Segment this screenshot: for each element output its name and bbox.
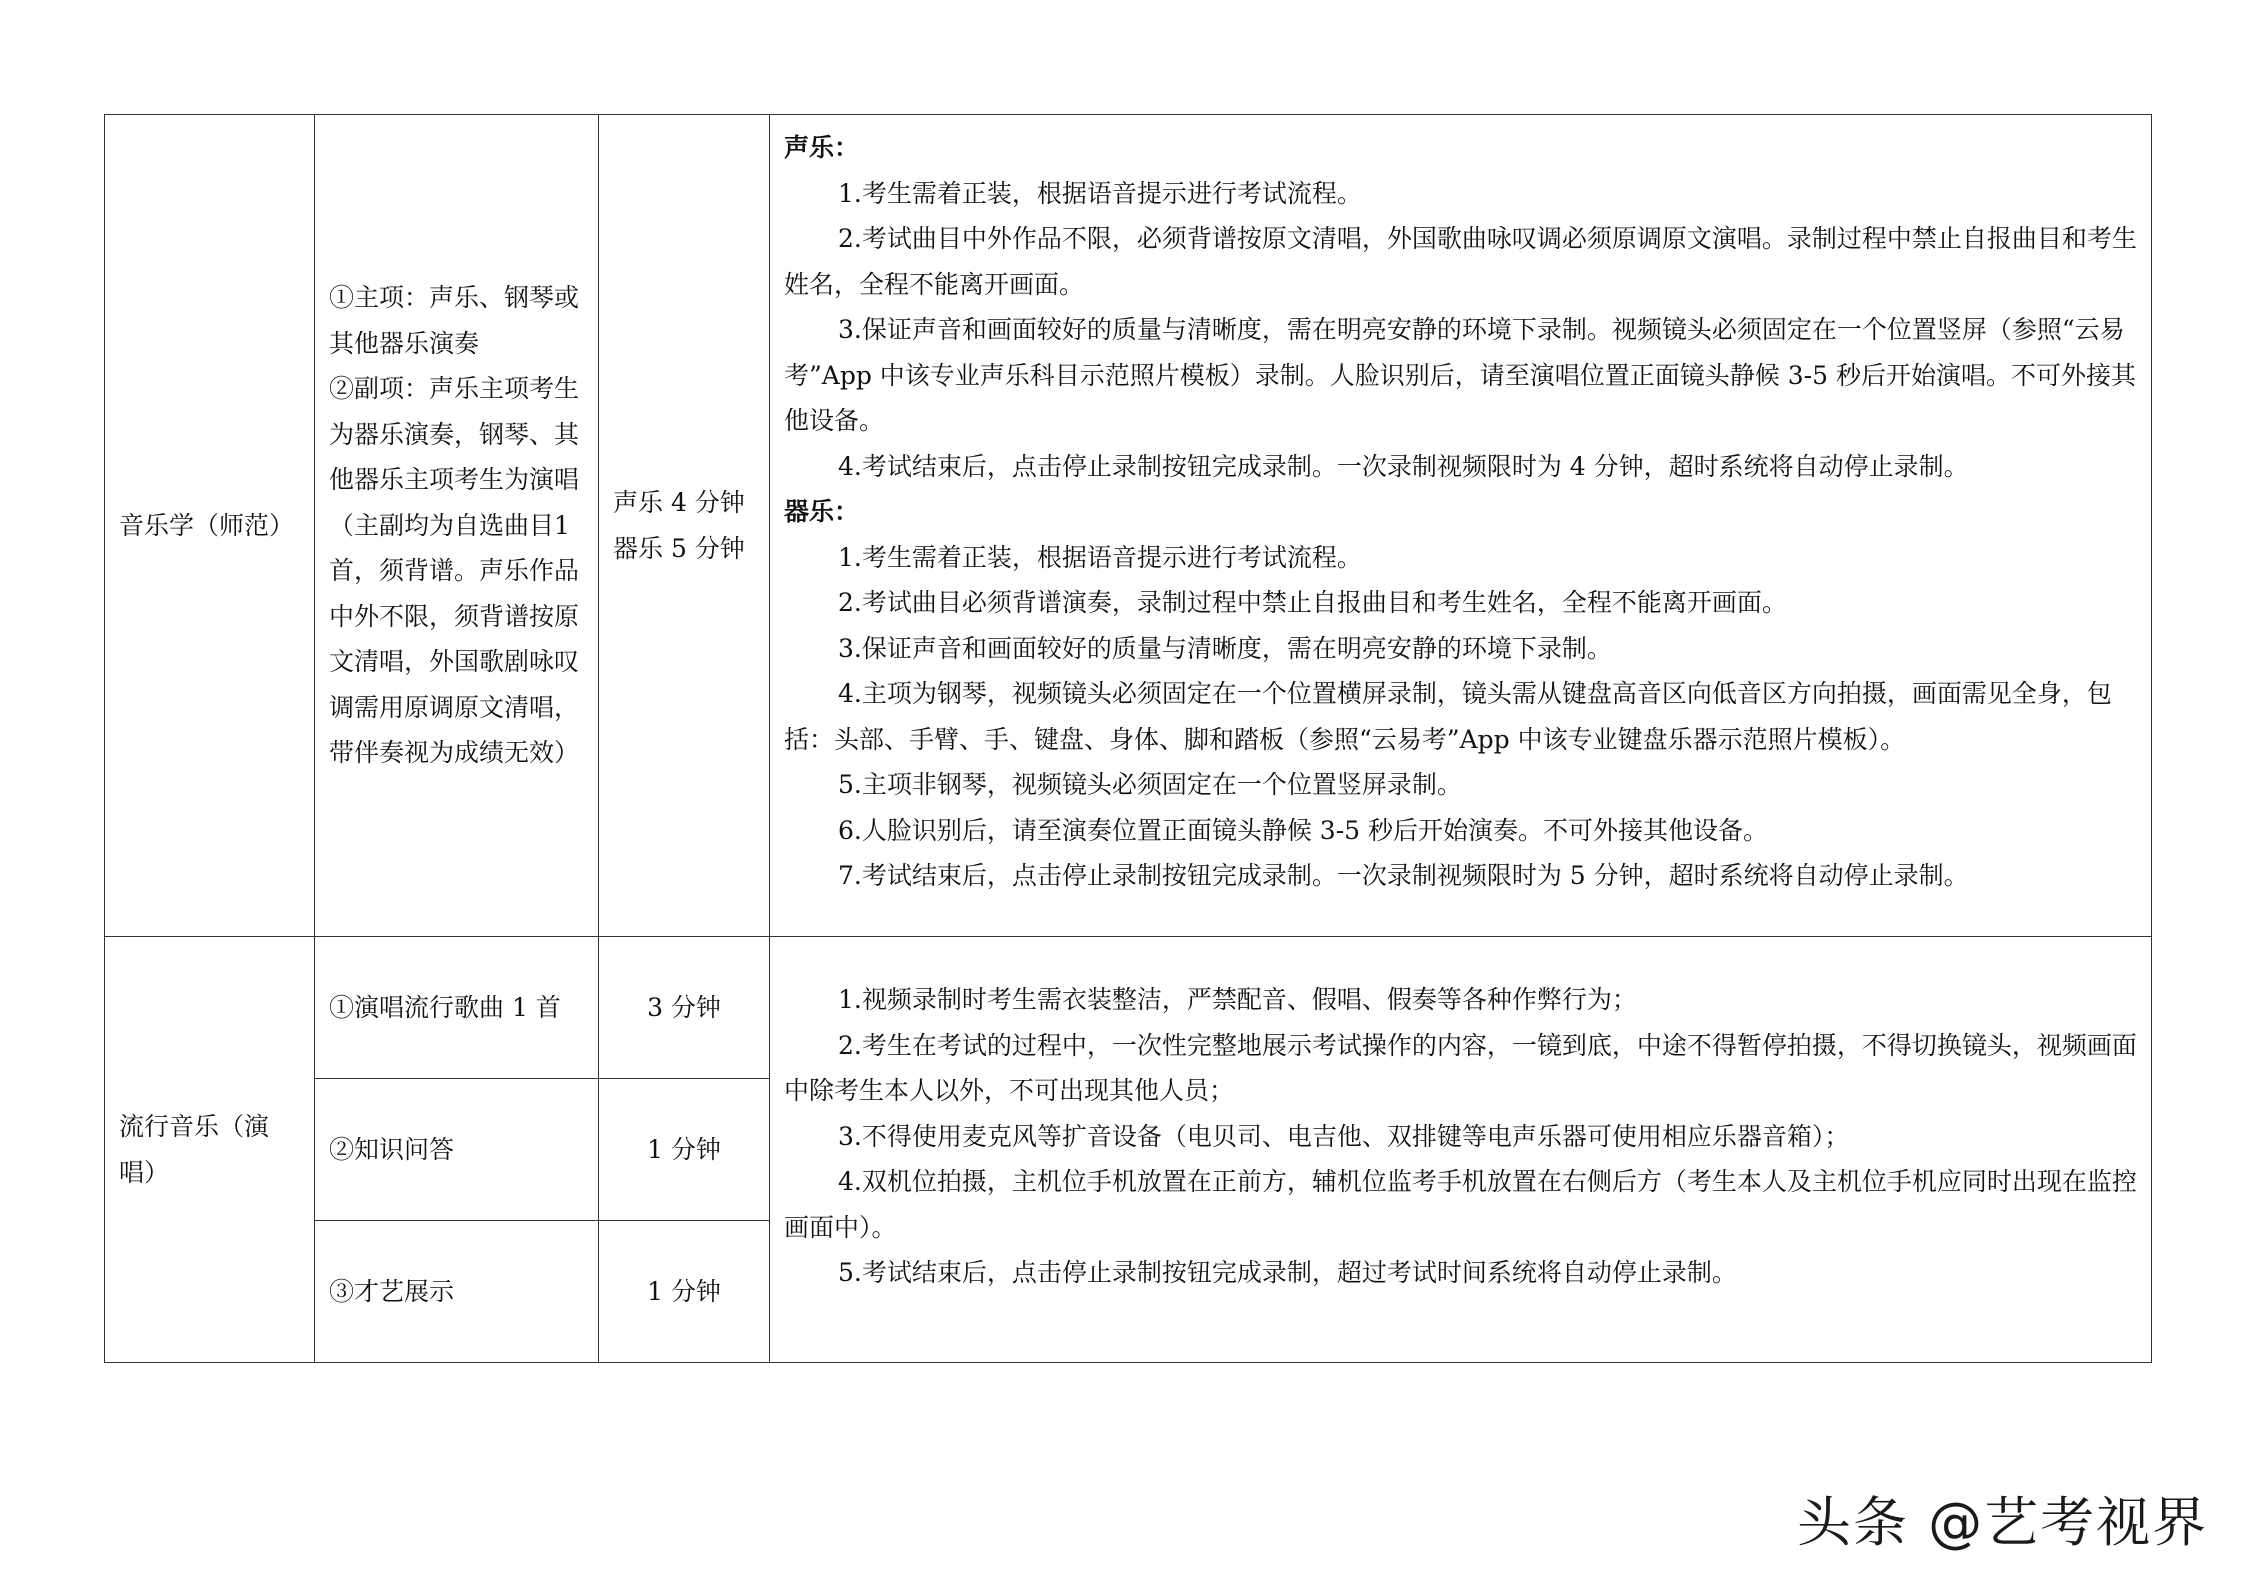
table-row: [105, 115, 2152, 937]
content-cell: [315, 1079, 599, 1221]
content-line: （主副均为自选曲目1首，须背谱。声乐作品中外不限，须背谱按原文清唱，外国歌剧咏叹调需用原调原文清唱，带伴奏视为成绩无效）: [329, 510, 580, 768]
list-item: 7.考试结束后，点击停止录制按钮完成录制。一次录制视频限时为 5 分钟，超时系统将自动停止录制。: [838, 861, 1969, 890]
time-line: 器乐 5 分钟: [613, 533, 745, 563]
content-line: ③才艺展示: [329, 1276, 455, 1306]
time-cell: [599, 1079, 770, 1221]
list-item: 4.主项为钢琴，视频镜头必须固定在一个位置横屏录制，镜头需从键盘高音区向低音区方向拍摄，画面需见全身，包括：头部、手臂、手、键盘、身体、脚和踏板（参照“云易考”App 中该专业键盘乐器示范照片模板）。: [784, 679, 2112, 754]
list-item: 2.考试曲目中外作品不限，必须背谱按原文清唱，外国歌曲咏叹调必须原调原文演唱。录制过程中禁止自报曲目和考生姓名，全程不能离开画面。: [784, 224, 2137, 299]
list-item: 6.人脸识别后，请至演奏位置正面镜头静候 3-5 秒后开始演奏。不可外接其他设备。: [838, 815, 1769, 845]
major-name: 流行音乐（演唱）: [119, 1112, 270, 1187]
content-cell: [315, 1221, 599, 1363]
content-line: ②知识问答: [329, 1134, 455, 1164]
list-item: 4.双机位拍摄，主机位手机放置在正前方，辅机位监考手机放置在右侧后方（考生本人及主机位手机应同时出现在监控画面中）。: [784, 1167, 2137, 1242]
exam-requirements-table: [104, 114, 2152, 1363]
table-row: [105, 937, 2152, 1079]
time-cell: [599, 1221, 770, 1363]
content-line: ②副项：声乐主项考生为器乐演奏，钢琴、其他器乐主项考生为演唱: [329, 374, 580, 495]
list-item: 1.考生需着正装，根据语音提示进行考试流程。: [838, 178, 1362, 208]
content-cell: [315, 937, 599, 1079]
list-item: 5.考试结束后，点击停止录制按钮完成录制，超过考试时间系统将自动停止录制。: [838, 1258, 1737, 1287]
major-cell: [105, 115, 315, 937]
list-item: 2.考试曲目必须背谱演奏，录制过程中禁止自报曲目和考生姓名，全程不能离开画面。: [838, 588, 1787, 617]
requirements-cell: [770, 115, 2152, 937]
section-title: 器乐：: [784, 497, 860, 526]
section-title: 声乐：: [784, 133, 860, 162]
list-item: 3.保证声音和画面较好的质量与清晰度，需在明亮安静的环境下录制。: [838, 633, 1612, 663]
list-item: 3.保证声音和画面较好的质量与清晰度，需在明亮安静的环境下录制。视频镜头必须固定在一个位置竖屏（参照“云易考”App 中该专业声乐科目示范照片模板）录制。人脸识别后，请至演唱位置正面镜头静候 3-5 秒后开始演唱。不可外接其他设备。: [784, 315, 2136, 435]
watermark-text: 头条 @艺考视界: [1797, 1491, 2209, 1554]
time-line: 声乐 4 分钟: [613, 488, 745, 517]
list-item: 2.考生在考试的过程中，一次性完整地展示考试操作的内容，一镜到底，中途不得暂停拍摄，不得切换镜头，视频画面中除考生本人以外，不可出现其他人员；: [784, 1030, 2137, 1105]
time-line: 1 分钟: [647, 1134, 721, 1164]
requirements-cell: [770, 937, 2152, 1363]
content-cell: [315, 115, 599, 937]
list-item: 1.考生需着正装，根据语音提示进行考试流程。: [838, 542, 1362, 572]
time-cell: [599, 115, 770, 937]
time-cell: [599, 937, 770, 1079]
content-line: ①主项：声乐、钢琴或其他器乐演奏: [329, 283, 580, 358]
time-line: 3 分钟: [647, 992, 721, 1022]
list-item: 4.考试结束后，点击停止录制按钮完成录制。一次录制视频限时为 4 分钟，超时系统将自动停止录制。: [838, 451, 1969, 481]
list-item: 1.视频录制时考生需衣装整洁，严禁配音、假唱、假奏等各种作弊行为；: [838, 985, 1637, 1014]
major-cell: [105, 937, 315, 1363]
major-name: 音乐学（师范）: [119, 510, 295, 540]
list-item: 3.不得使用麦克风等扩音设备（电贝司、电吉他、双排键等电声乐器可使用相应乐器音箱）；: [838, 1121, 1850, 1151]
time-line: 1 分钟: [647, 1276, 721, 1306]
content-line: ①演唱流行歌曲 1 首: [329, 992, 561, 1022]
list-item: 5.主项非钢琴，视频镜头必须固定在一个位置竖屏录制。: [838, 770, 1462, 799]
